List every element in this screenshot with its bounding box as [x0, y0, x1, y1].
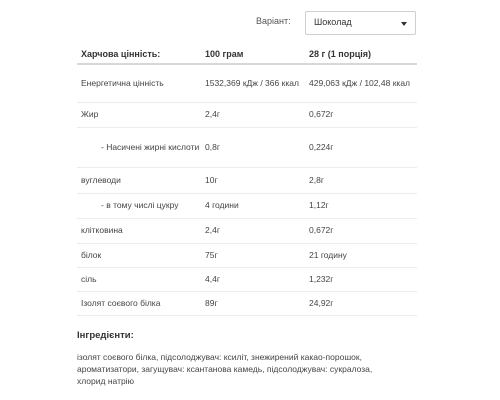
- table-row: [77, 193, 417, 218]
- header-nutrition: Харчова цінність:: [77, 45, 201, 64]
- table-row: [77, 243, 417, 267]
- nutrient-name: вуглеводи: [77, 167, 201, 193]
- header-per-100g: 100 грам: [201, 45, 305, 64]
- nutrient-per-100g: 10г: [201, 167, 305, 193]
- table-row: [77, 291, 417, 315]
- nutrient-per-serving: 429,063 кДж / 102,48 ккал: [305, 64, 417, 102]
- nutrient-per-serving: 21 годину: [305, 243, 417, 267]
- nutrient-name: Енергетична цінність: [77, 64, 201, 102]
- variant-label: Варіант:: [256, 16, 291, 26]
- table-row: [77, 267, 417, 291]
- table-row: [77, 167, 417, 193]
- nutrient-name: - Насичені жирні кислоти: [77, 127, 201, 167]
- chevron-down-icon: [401, 22, 407, 26]
- nutrient-per-serving: 24,92г: [305, 291, 417, 315]
- variant-dropdown[interactable]: [305, 11, 416, 35]
- nutrient-per-100g: 1532,369 кДж / 366 ккал: [201, 64, 305, 102]
- ingredients-heading: Інгредієнти:: [77, 330, 134, 341]
- nutrient-per-100g: 75г: [201, 243, 305, 267]
- table-row: [77, 102, 417, 127]
- nutrient-name: Жир: [77, 102, 201, 127]
- variant-selected-value: Шоколад: [314, 17, 352, 27]
- nutrient-per-serving: 2,8г: [305, 167, 417, 193]
- nutrient-name: клітковина: [77, 218, 201, 243]
- nutrient-name: сіль: [77, 267, 201, 291]
- nutrient-name: Ізолят соєвого білка: [77, 291, 201, 315]
- nutrient-per-100g: 2,4г: [201, 218, 305, 243]
- nutrient-per-serving: 1,12г: [305, 193, 417, 218]
- nutrient-name: білок: [77, 243, 201, 267]
- table-row: [77, 127, 417, 167]
- nutrient-per-100g: 4,4г: [201, 267, 305, 291]
- nutrient-per-100g: 4 години: [201, 193, 305, 218]
- ingredients-text: ізолят соєвого білка, підсолоджувач: ксиліт, знежирений какао-порошок, ароматизатори, загущувач: ксантанова камедь, підсолоджувач: сукралоза, хлорид натрію: [77, 352, 373, 386]
- nutrient-per-100g: 0,8г: [201, 127, 305, 167]
- header-per-serving: 28 г (1 порція): [305, 45, 417, 64]
- nutrient-per-serving: 1,232г: [305, 267, 417, 291]
- nutrient-per-serving: 0,672г: [305, 102, 417, 127]
- nutrient-per-serving: 0,224г: [305, 127, 417, 167]
- table-row: [77, 218, 417, 243]
- nutrient-per-100g: 89г: [201, 291, 305, 315]
- table-row: [77, 64, 417, 102]
- nutrition-header-row: [77, 45, 417, 64]
- nutrient-per-100g: 2,4г: [201, 102, 305, 127]
- variant-row: [0, 11, 500, 35]
- nutrition-table: [77, 45, 417, 316]
- nutrient-per-serving: 0,672г: [305, 218, 417, 243]
- nutrient-name: - в тому числі цукру: [77, 193, 201, 218]
